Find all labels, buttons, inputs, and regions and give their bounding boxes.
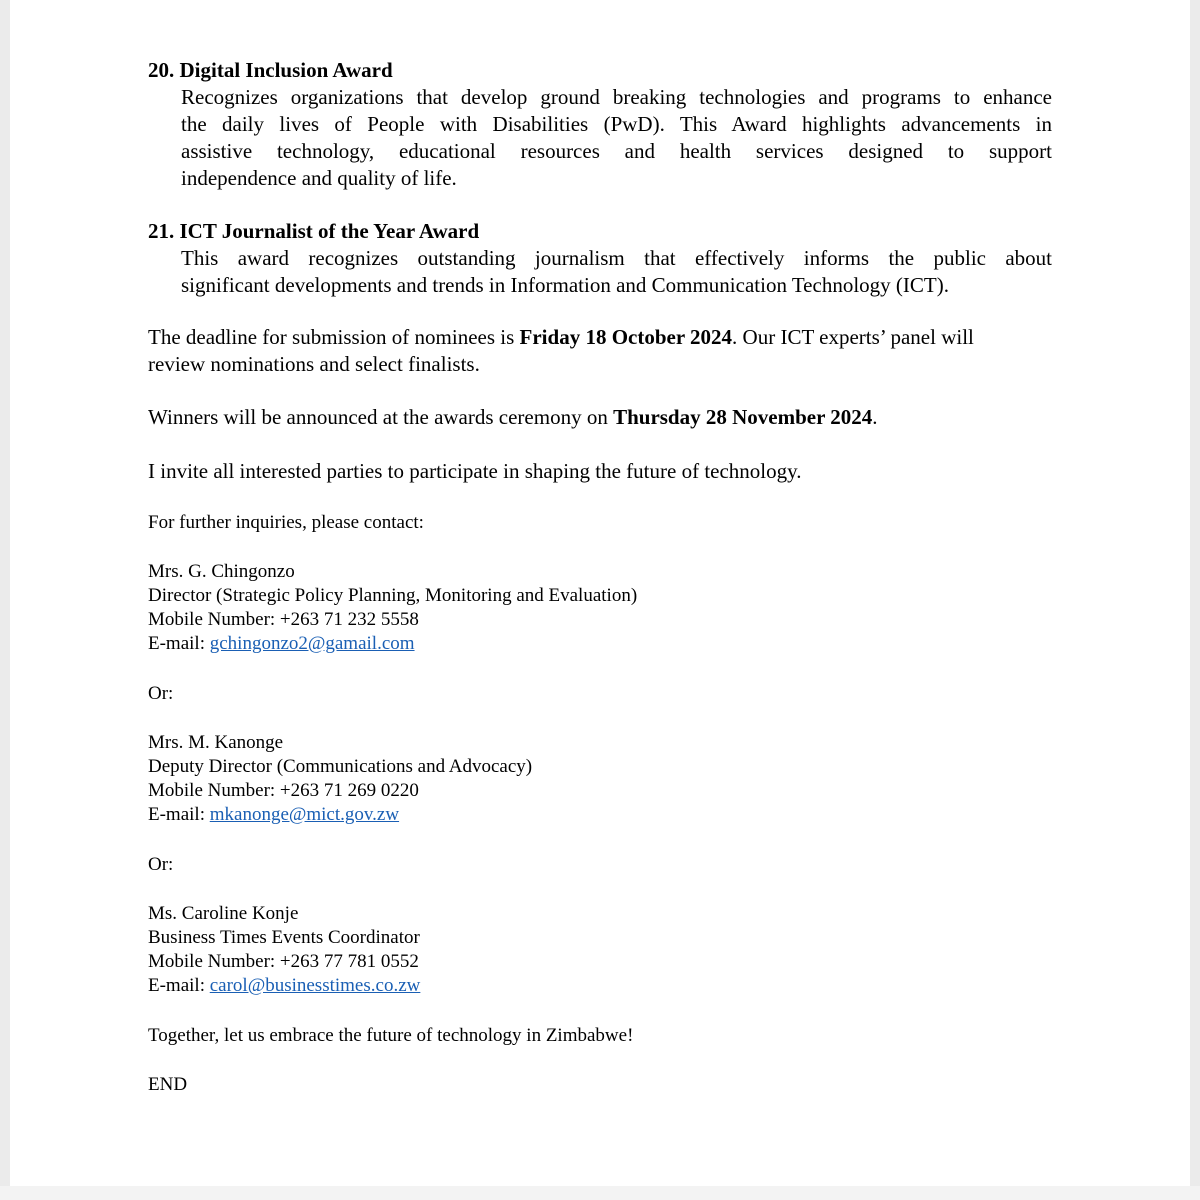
item-20-number: 20. <box>148 58 175 82</box>
inquiries-label: For further inquiries, please contact: <box>148 512 424 533</box>
item-20-line-2: the daily lives of People with Disabilities (PwD). This Award highlights advancements in <box>181 112 1052 136</box>
contact-3-name: Ms. Caroline Konje <box>148 903 299 924</box>
winners-text-pre: Winners will be announced at the awards ceremony on <box>148 405 614 429</box>
end-marker: END <box>148 1074 188 1095</box>
contact-2-email-link[interactable]: mkanonge@mict.gov.zw <box>209 804 400 825</box>
contact-2-email-line <box>148 803 399 827</box>
item-20-line-3: assistive technology, educational resources and health services designed to support <box>181 139 1052 163</box>
item-20-title: Digital Inclusion Award <box>179 58 393 82</box>
contact-2-name: Mrs. M. Kanonge <box>148 732 284 753</box>
contact-1-email-label: E-mail: <box>148 633 210 654</box>
winners-paragraph <box>148 404 878 431</box>
item-21-number: 21. <box>148 219 175 243</box>
contact-3-role: Business Times Events Coordinator <box>148 927 420 948</box>
contact-3-email-line <box>148 974 420 998</box>
item-21-heading <box>148 218 479 245</box>
item-21-line-1: This award recognizes outstanding journalism that effectively informs the public about <box>181 246 1052 270</box>
contact-2-email-label: E-mail: <box>148 804 210 825</box>
item-21-title: ICT Journalist of the Year Award <box>179 219 480 243</box>
contact-1-name: Mrs. G. Chingonzo <box>148 561 295 582</box>
contact-1-email-link[interactable]: gchingonzo2@gamail.com <box>209 633 415 654</box>
contact-3-email-label: E-mail: <box>148 975 210 996</box>
deadline-date: Friday 18 October 2024 <box>519 325 733 349</box>
deadline-line-2: review nominations and select finalists. <box>148 352 480 376</box>
or-separator-1: Or: <box>148 683 174 704</box>
winners-text-post: . <box>872 405 878 429</box>
contact-1-role: Director (Strategic Policy Planning, Monitoring and Evaluation) <box>148 585 638 606</box>
deadline-text-pre: The deadline for submission of nominees is <box>148 325 520 349</box>
contact-2-mobile: Mobile Number: +263 71 269 0220 <box>148 780 419 801</box>
item-21-line-2: significant developments and trends in Information and Communication Technology (ICT). <box>181 273 949 297</box>
deadline-text-post: . Our ICT experts’ panel will <box>732 325 974 349</box>
deadline-paragraph <box>148 324 974 351</box>
or-separator-2: Or: <box>148 854 174 875</box>
closing-paragraph: Together, let us embrace the future of technology in Zimbabwe! <box>148 1025 634 1046</box>
item-20-heading <box>148 57 393 84</box>
item-20-line-1: Recognizes organizations that develop ground breaking technologies and programs to enhance <box>181 85 1052 109</box>
invite-paragraph: I invite all interested parties to participate in shaping the future of technology. <box>148 459 802 483</box>
winners-date: Thursday 28 November 2024 <box>613 405 873 429</box>
item-20-line-4: independence and quality of life. <box>181 166 457 190</box>
contact-3-mobile: Mobile Number: +263 77 781 0552 <box>148 951 419 972</box>
contact-2-role: Deputy Director (Communications and Advocacy) <box>148 756 533 777</box>
contact-3-email-link[interactable]: carol@businesstimes.co.zw <box>209 975 421 996</box>
contact-1-email-line <box>148 632 415 656</box>
contact-1-mobile: Mobile Number: +263 71 232 5558 <box>148 609 419 630</box>
